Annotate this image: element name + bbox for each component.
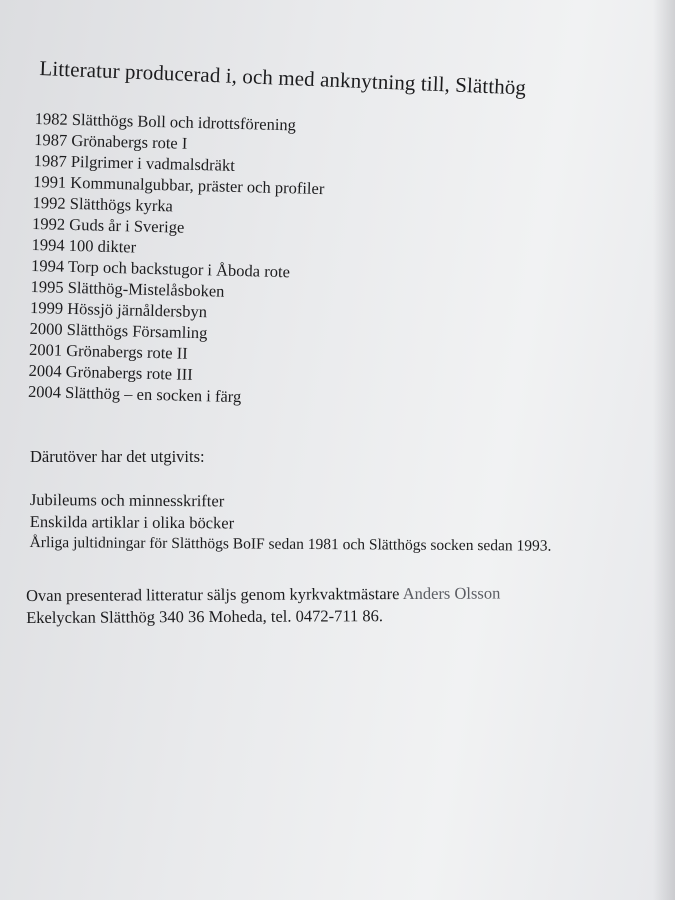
publication-item: 1987 Grönabergs rote I [33,129,188,153]
publication-item: 1987 Pilgrimer i vadmalsdräkt [33,150,236,175]
publication-item: 1994 Torp och backstugor i Åboda rote [30,255,291,282]
publication-item: 1994 100 dikter [31,234,137,257]
publication-item: 1982 Slätthögs Boll och idrottsförening [34,108,297,135]
publication-item: 2004 Slätthög – en socken i färg [27,381,242,407]
publication-list [28,108,326,409]
sales-line-2: Ekelyckan Slätthög 340 36 Moheda, tel. 0472-711 86. [26,606,384,627]
additional-list [30,489,552,557]
sales-line-1 [26,583,500,607]
publication-item: 1999 Hössjö järnåldersbyn [29,297,208,322]
publication-item: 2004 Grönabergs rote III [28,360,193,384]
publication-item: 1992 Slätthögs kyrka [32,192,174,216]
sales-info [26,583,500,629]
additional-item: Årliga jultidningar för Slätthögs BoIF sedan 1981 och Slätthögs socken sedan 1993. [29,533,552,555]
additional-item: Jubileums och minnesskrifter [29,489,225,511]
publication-item: 1995 Slätthög-Mistelåsboken [30,276,225,301]
additional-intro: Därutöver har det utgivits: [30,447,205,466]
publication-item: 2001 Grönabergs rote II [28,339,188,363]
seller-name: Anders Olsson [402,583,501,604]
additional-item: Enskilda artiklar i olika böcker [29,511,235,532]
document-title: Litteratur producerad i, och med anknytning till, Slätthög [39,56,527,100]
publication-item: 1991 Kommunalgubbar, präster och profiler [32,171,325,199]
publication-item: 2000 Slätthögs Församling [29,318,208,343]
publication-item: 1992 Guds år i Sverige [31,213,185,237]
sales-line-1-text: Ovan presenterad litteratur säljs genom kyrkvaktmästare [26,584,403,605]
